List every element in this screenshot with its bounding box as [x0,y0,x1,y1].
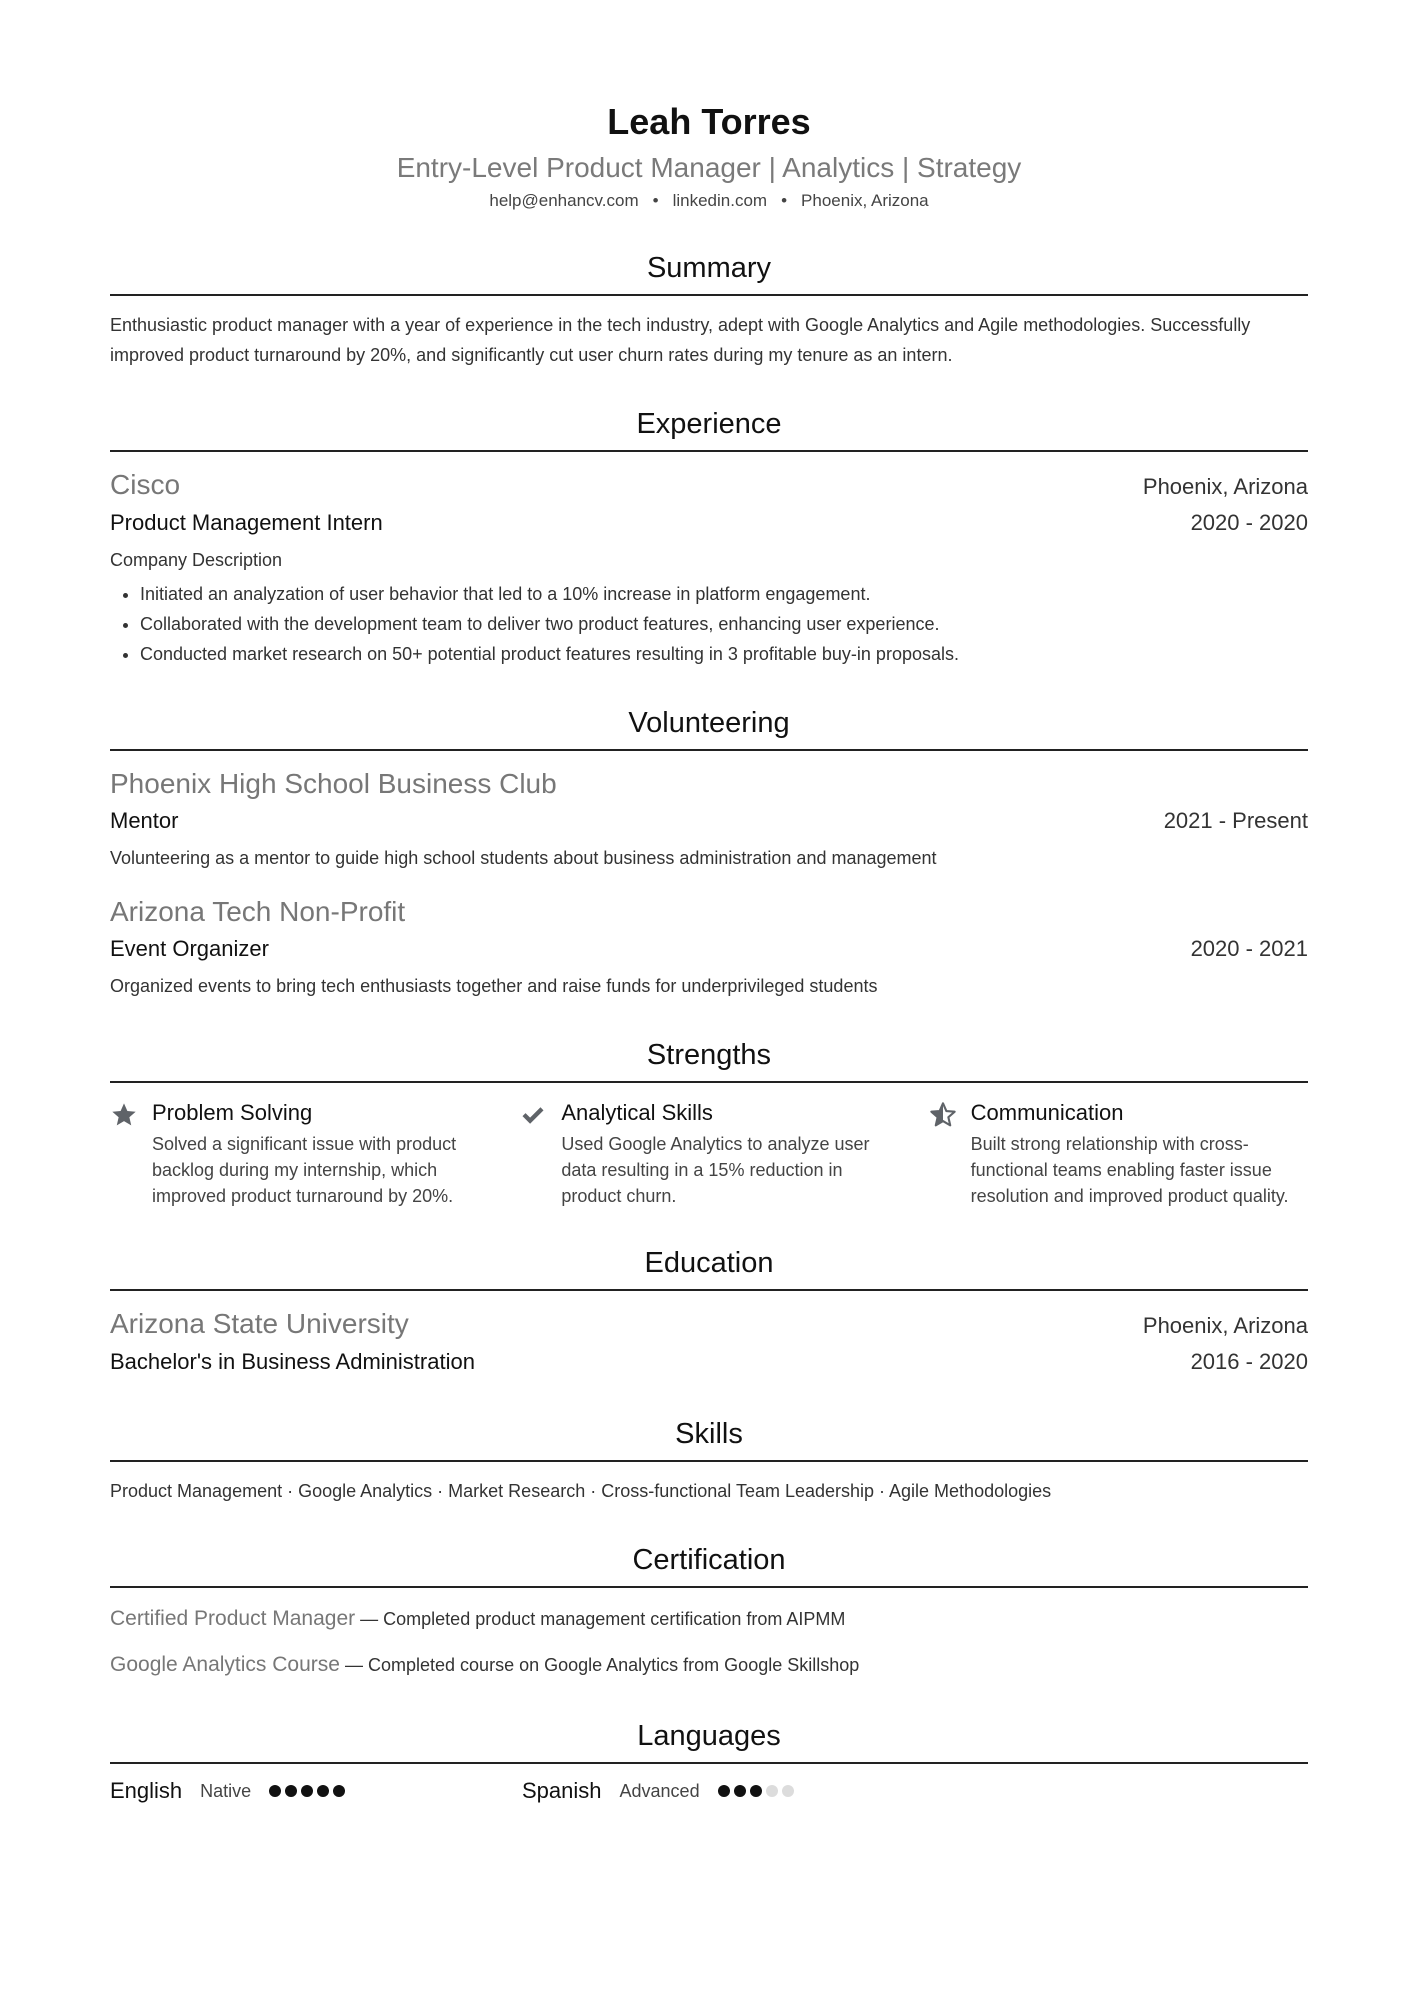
proficiency-dot-empty [782,1785,794,1797]
job-title: Product Management Intern [110,510,383,535]
volunteer-org: Arizona Tech Non-Profit [110,896,406,927]
strengths-grid [110,1097,1308,1209]
experience-section [110,404,1308,669]
strength-text: Built strong relationship with cross-functional teams enabling faster issue resolution and improved product quality. [970,1134,1289,1206]
volunteer-description: Volunteering as a mentor to guide high school students about business administration and management [110,848,937,868]
section-title: Education [110,1243,1308,1291]
languages-list [110,1778,1308,1804]
resume-content [110,96,1308,1804]
certification-name: Google Analytics Course [110,1653,340,1676]
strength-title: Analytical Skills [561,1100,713,1125]
volunteer-description: Organized events to bring tech enthusiasts together and raise funds for underprivileged students [110,976,878,996]
volunteering-section [110,703,1308,1001]
languages-section [110,1716,1308,1804]
achievement-item: • Collaborated with the development team to deliver two product features, enhancing user experience. [140,609,1308,639]
summary-text: Enthusiastic product manager with a year of experience in the tech industry, adept with Google Analytics and Agile methodologies. Successfully improved product turnaround by 20%, and significantly cut user churn rates during my tenure as an intern. [110,315,1251,365]
education-section [110,1243,1308,1380]
proficiency-dot-filled [269,1785,281,1797]
proficiency-dot-filled [301,1785,313,1797]
candidate-name: Leah Torres [607,101,811,142]
candidate-tagline: Entry-Level Product Manager | Analytics | Strategy [396,152,1022,183]
school-location: Phoenix, Arizona [1142,1313,1308,1338]
skills-section [110,1414,1308,1506]
summary-section [110,248,1308,370]
strength-title: Problem Solving [152,1100,313,1125]
job-location: Phoenix, Arizona [1142,474,1308,499]
certification-section [110,1540,1308,1682]
language-level: Advanced [619,1780,700,1801]
language-name: Spanish [522,1778,602,1803]
section-title: Strengths [110,1035,1308,1083]
section-title: Summary [110,248,1308,296]
checkmark-icon [519,1097,561,1209]
proficiency-dot-filled [333,1785,345,1797]
section-title: Volunteering [110,703,1308,751]
resume-header [110,96,1308,214]
achievement-list [110,579,1308,669]
degree-title: Bachelor's in Business Administration [110,1349,475,1374]
star-icon [110,1097,152,1209]
strength-item [110,1097,489,1209]
education-entry [110,1305,1308,1380]
strength-title: Communication [970,1100,1124,1125]
contact-separator: • [781,191,788,210]
proficiency-dots [718,1785,794,1797]
company-description: Company Description [110,550,283,570]
proficiency-dot-filled [734,1785,746,1797]
proficiency-dot-filled [718,1785,730,1797]
certification-detail: Completed course on Google Analytics from Google Skillshop [368,1655,860,1675]
job-dates: 2020 - 2020 [1190,510,1308,535]
linkedin-text[interactable]: linkedin.com [672,191,768,210]
strength-text: Used Google Analytics to analyze user data resulting in a 15% reduction in product churn. [561,1134,870,1206]
strength-item [519,1097,898,1209]
proficiency-dots [269,1785,345,1797]
proficiency-dot-filled [285,1785,297,1797]
volunteering-entry [110,893,1308,1001]
volunteer-role: Mentor [110,808,179,833]
certification-name: Certified Product Manager [110,1607,356,1630]
experience-entry [110,466,1308,669]
school-name: Arizona State University [110,1308,409,1339]
language-item [522,1778,934,1804]
company-name: Cisco [110,469,181,500]
section-title: Skills [110,1414,1308,1462]
proficiency-dot-filled [750,1785,762,1797]
certification-item [110,1602,1308,1636]
volunteer-dates: 2020 - 2021 [1190,936,1308,961]
section-title: Certification [110,1540,1308,1588]
proficiency-dot-empty [766,1785,778,1797]
strengths-section [110,1035,1308,1209]
volunteering-entry [110,765,1308,873]
achievement-item: • Initiated an analyzation of user behavior that led to a 10% increase in platform engagement. [140,579,1308,609]
volunteer-org: Phoenix High School Business Club [110,768,557,799]
volunteer-role: Event Organizer [110,936,269,961]
language-level: Native [200,1780,252,1801]
section-title: Languages [110,1716,1308,1764]
strength-item [929,1097,1308,1209]
volunteer-dates: 2021 - Present [1163,808,1308,833]
certification-dash: — [344,1655,363,1675]
location-text: Phoenix, Arizona [801,191,929,210]
education-dates: 2016 - 2020 [1190,1349,1308,1374]
contact-line [110,188,1308,214]
certification-detail: Completed product management certification from AIPMM [383,1609,846,1629]
strength-text: Solved a significant issue with product backlog during my internship, which improved product turnaround by 20%. [152,1134,457,1206]
contact-separator: • [652,191,659,210]
achievement-item: • Conducted market research on 50+ potential product features resulting in 3 profitable buy-in proposals. [140,639,1308,669]
half-star-icon [929,1097,971,1209]
skills-list: Product Management · Google Analytics · Market Research · Cross-functional Team Leadership · Agile Methodologies [110,1481,1052,1501]
certification-item [110,1648,1308,1682]
email-text[interactable]: help@enhancv.com [489,191,639,210]
section-title: Experience [110,404,1308,452]
language-item [110,1778,522,1804]
certification-dash: — [360,1609,379,1629]
proficiency-dot-filled [317,1785,329,1797]
language-name: English [110,1778,183,1803]
